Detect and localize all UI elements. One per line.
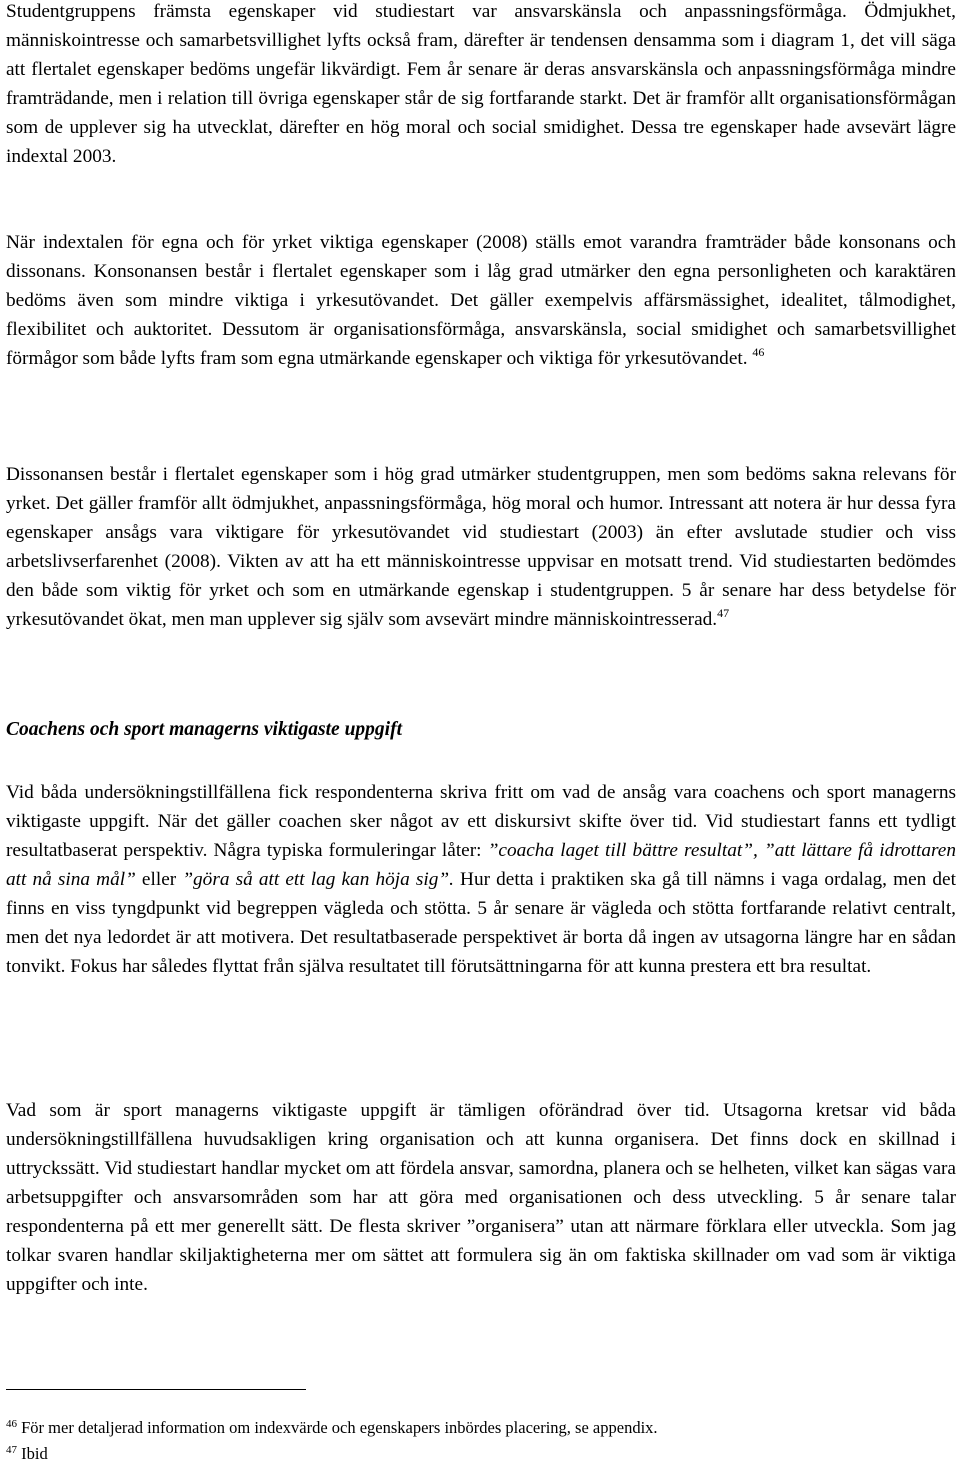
footnote-ref-47[interactable]: 47 [717,606,730,620]
section-heading: Coachens och sport managerns viktigaste uppgift [6,719,402,740]
quote-2: ”att lättare få idrottaren att nå sina mål” [6,840,957,890]
footnote-ref-46[interactable]: 46 [752,345,765,359]
paragraph-student-traits: Studentgruppens främsta egenskaper vid studiestart var ansvarskänsla och anpassningsförmåga. Ödmjukhet, människointresse och samarbetsvillighet lyfts också fram, därefter är tendensen densamma som i diagram 1, det vill säga att flertalet egenskaper bedöms ungefär likvärdigt. Fem år senare är deras ansvarskänsla och anpassningsförmåga mindre framträdande, men i relation till övriga egenskaper står de sig fortfarande starkt. Det är framför allt organisationsförmågan som de upplever sig ha utvecklat, därefter en hög moral och social smidighet. Dessa tre egenskaper hade avsevärt lägre indextal 2003. [6,1,956,167]
paragraph-consonance: När indextalen för egna och för yrket viktiga egenskaper (2008) ställs emot varandra framträder både konsonans och dissonans. Konsonansen består i flertalet egenskaper som i låg grad utmärker den egna personligheten och karaktären bedöms även som mindre viktiga i yrkesutövandet. Det gäller exempelvis affärsmässighet, idealitet, tålmodighet, flexibilitet och auktoritet. Dessutom är organisationsförmåga, ansvarskänsla, social smidighet och samarbetsvillighet förmågor som både lyfts fram som egna utmärkande egenskaper och viktiga för yrkesutövandet. $^{46}$ [6,232,956,369]
footnote-47: $^{47}$ Ibid [6,1444,48,1463]
footnote-number: 47 [6,1444,17,1456]
footnote-divider [6,1389,306,1390]
paragraph-coach-task: Vid båda undersökningstillfällena fick respondenterna skriva fritt om vad de ansåg vara coachens och sport managerns viktigaste uppgift. När det gäller coachen sker något av ett diskursivt skifte över tid. Vid studiestart fanns ett tydligt resultatbaserat perspektiv. Några typiska formuleringar låter: ”coacha laget till bättre resultat”, ”att lättare få idrottaren att nå sina mål” eller ”göra så att ett lag kan höja sig”. Hur detta i praktiken ska gå till nämns i vaga ordalag, men det finns en viss tyngdpunkt vid begreppen vägleda och stötta. 5 år senare är vägleda och stötta fortfarande relativt centralt, men det nya ledordet är att motivera. Det resultatbaserade perspektivet är borta då ingen av utsagorna längre har en sådan tonvikt. Fokus har således flyttat från själva resultatet till förutsättningarna för att kunna prestera ett bra resultat. [6,782,957,977]
quote-3: ”göra så att ett lag kan höja sig”. [182,869,454,890]
footnote-46: $^{46}$ För mer detaljerad information om indexvärde och egenskapers inbördes placering, se appendix. [6,1418,658,1437]
quote-1: ”coacha laget till bättre resultat”, [487,840,758,861]
paragraph-sport-manager-task: Vad som är sport managerns viktigaste uppgift är tämligen oförändrad över tid. Utsagorna kretsar vid båda undersökningstillfällena huvudsakligen kring organisation och att kunna organisera. Det finns dock en skillnad i uttryckssätt. Vid studiestart handlar mycket om att fördela ansvar, samordna, planera och se helheten, vilket kan sägas vara arbetsuppgifter och ansvarsområden som har att göra med organisationen och dess utveckling. 5 år senare talar respondenterna på ett mer generellt sätt. De flesta skriver ”organisera” utan att närmare förklara eller utveckla. Som jag tolkar svaren handlar skiljaktigheterna mer om sättet att formulera sig än om faktiska skillnader om vad som är viktiga uppgifter och inte. [6,1100,956,1295]
paragraph-dissonance: Dissonansen består i flertalet egenskaper som i hög grad utmärker studentgruppen, men som bedöms sakna relevans för yrket. Det gäller framför allt ödmjukhet, anpassningsförmåga, hög moral och humor. Intressant att notera är hur dessa fyra egenskaper ansågs vara viktigare för yrkesutövandet vid studiestart (2003) än efter avslutade studier och viss arbetslivserfarenhet (2008). Vikten av att ha ett människointresse uppvisar en motsatt trend. Vid studiestarten bedömdes den både som viktig för yrket och som en utmärkande egenskap i studentgruppen. 5 år senare har dess betydelse för yrkesutövandet ökat, men man upplever sig själv som avsevärt mindre människointresserad.$^{47}$ [6,464,956,630]
footnote-number: 46 [6,1418,17,1430]
